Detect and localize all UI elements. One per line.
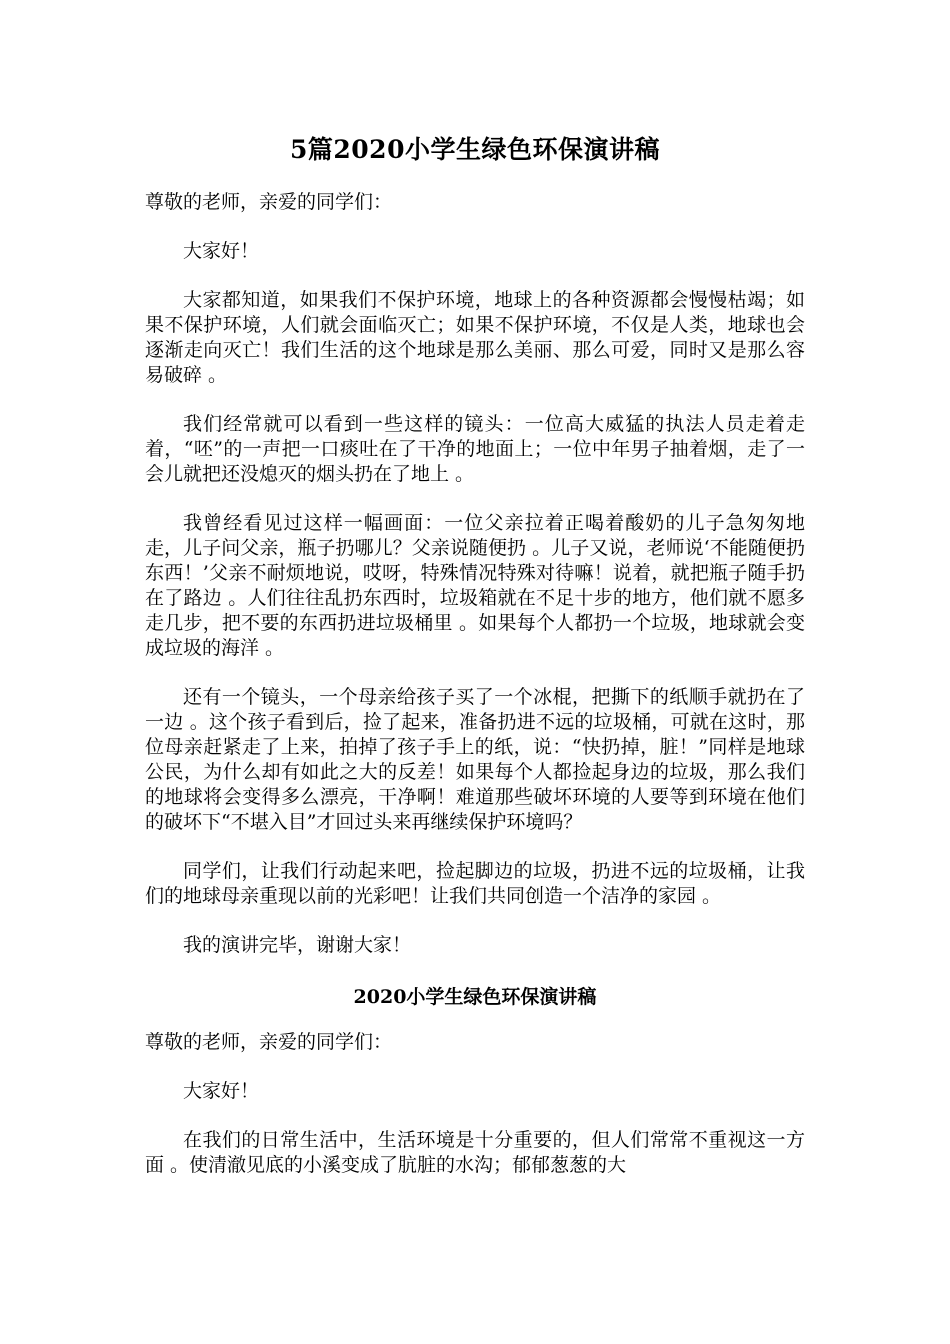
body-paragraph: 在我们的日常生活中，生活环境是十分重要的，但人们常常不重视这一方面 。使清澈见底的小溪变成了肮脏的水沟；郁郁葱葱的大 [145,1129,805,1176]
body-paragraph: 同学们，让我们行动起来吧，捡起脚边的垃圾，扔进不远的垃圾桶，让我们的地球母亲重现以前的光彩吧！让我们共同创造一个洁净的家园 。 [145,860,805,907]
section-title: 2020小学生绿色环保演讲稿 [353,986,597,1008]
body-paragraph: 还有一个镜头，一个母亲给孩子买了一个冰棍，把撕下的纸顺手就扔在了一边 。这个孩子看到后，捡了起来，准备扔进不远的垃圾桶，可就在这时，那位母亲赶紧走了上来，拍掉了孩子手上的纸，说：“快扔掉，脏！”同样是地球公民，为什么却有如此之大的反差！如果每个人都捡起身边的垃圾，那么我们的地球将会变得多么漂亮，干净啊！难道那些破坏环境的人要等到环境在他们的破坏下“不堪入目”才回过头来再继续保护环境吗？ [145,686,805,833]
greeting-line: 尊敬的老师，亲爱的同学们： [145,1031,393,1053]
closing-line: 我的演讲完毕，谢谢大家！ [183,934,412,956]
body-paragraph: 我曾经看见过这样一幅画面：一位父亲拉着正喝着酸奶的儿子急匆匆地走，儿子问父亲，瓶子扔哪儿？父亲说随便扔 。儿子又说，老师说‘不能随便扔东西！’父亲不耐烦地说，哎呀，特殊情况特殊对待嘛！说着，就把瓶子随手扔在了路边 。人们往往乱扔东西时，垃圾箱就在不足十步的地方，他们就不愿多走几步，把不要的东西扔进垃圾桶里 。如果每个人都扔一个垃圾，地球就会变成垃圾的海洋 。 [145,512,805,659]
document-title: 5篇2020小学生绿色环保演讲稿 [290,135,660,164]
greeting-line: 尊敬的老师，亲爱的同学们： [145,191,393,213]
hello-line: 大家好！ [183,1080,260,1102]
document-content [145,132,805,1202]
body-paragraph: 大家都知道，如果我们不保护环境，地球上的各种资源都会慢慢枯竭；如果不保护环境，人们就会面临灭亡；如果不保护环境，不仅是人类，地球也会逐渐走向灭亡！我们生活的这个地球是那么美丽、那么可爱，同时又是那么容易破碎 。 [145,289,805,386]
body-paragraph: 我们经常就可以看到一些这样的镜头：一位高大威猛的执法人员走着走着，“呸”的一声把一口痰吐在了干净的地面上；一位中年男子抽着烟，走了一会儿就把还没熄灭的烟头扔在了地上 。 [145,413,805,485]
hello-line: 大家好！ [183,240,260,262]
